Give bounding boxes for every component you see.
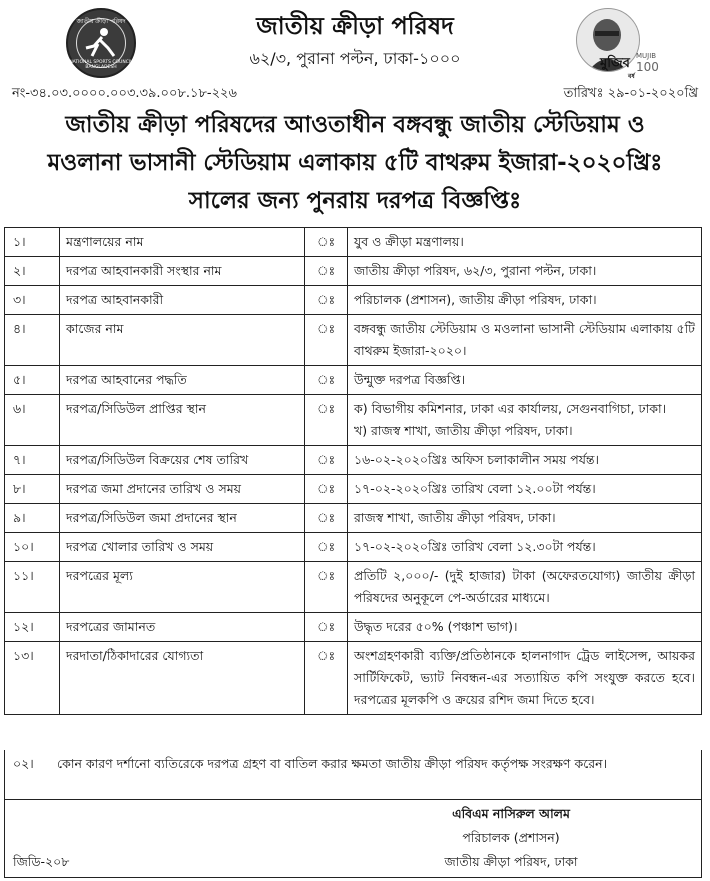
row-number: ৭। — [5, 446, 60, 475]
headline-line-2: মওলানা ভাসানী স্টেডিয়াম এলাকায় ৫টি বাথরুম ইজারা-২০২০খ্রিঃ — [47, 150, 663, 176]
note-text: কোন কারণ দর্শানো ব্যতিরেকে দরপত্র গ্রহণ বা বাতিল করার ক্ষমতা জাতীয় ক্রীড়া পরিষদ কর্তৃপক্ষ সংরক্ষণ করেন। — [57, 756, 608, 771]
row-number: ১। — [5, 228, 60, 257]
logo-text-bottom: NATIONAL SPORTS COUNCIL BANGLADESH — [69, 60, 133, 70]
notice-headline — [10, 106, 700, 220]
row-value-line-a: ক) বিভাগীয় কমিশনার, ঢাকা এর কার্যালয়, সেগুনবাগিচা, ঢাকা। — [354, 401, 667, 416]
table-row — [5, 475, 702, 504]
row-label: দরপত্র আহবানের পদ্ধতি — [60, 366, 305, 395]
mujib-100-logo — [570, 8, 666, 78]
signatory-designation: পরিচালক (প্রশাসন) — [462, 830, 560, 845]
row-number: ৪। — [5, 315, 60, 366]
row-colon: ঃ — [305, 257, 348, 286]
row-label: দরপত্র/সিডিউল প্রাপ্তির স্থান — [60, 395, 305, 446]
row-colon: ঃ — [305, 395, 348, 446]
row-label: দরপত্র/সিডিউল জমা প্রদানের স্থান — [60, 504, 305, 533]
row-colon: ঃ — [305, 475, 348, 504]
row-label: দরপত্র জমা প্রদানের তারিখ ও সময় — [60, 475, 305, 504]
row-colon: ঃ — [305, 315, 348, 366]
row-number: ৬। — [5, 395, 60, 446]
table-row — [5, 257, 702, 286]
headline-line-1: জাতীয় ক্রীড়া পরিষদের আওতাধীন বঙ্গবন্ধু জাতীয় স্টেডিয়াম ও — [65, 112, 645, 138]
row-value: রাজস্ব শাখা, জাতীয় ক্রীড়া পরিষদ, ঢাকা। — [348, 504, 702, 533]
row-value: যুব ও ক্রীড়া মন্ত্রণালয়। — [348, 228, 702, 257]
row-label: দরপত্রের মূল্য — [60, 562, 305, 613]
logo-text-top: জাতীয় ক্রীড়া পরিষদ — [76, 18, 126, 25]
row-value: উন্মুক্ত দরপত্র বিজ্ঞপ্তি। — [348, 366, 702, 395]
mujib-suffix: বর্ষ — [628, 73, 635, 80]
row-value: উদ্ধৃত দরের ৫০% (পঞ্চাশ ভাগ)। — [348, 613, 702, 642]
runner-icon — [82, 26, 120, 60]
row-label: দরদাতা/ঠিকাদারের যোগ্যতা — [60, 642, 305, 715]
row-number: ২। — [5, 257, 60, 286]
row-number: ১২। — [5, 613, 60, 642]
table-row — [5, 366, 702, 395]
row-number: ১৩। — [5, 642, 60, 715]
reference-line — [12, 84, 698, 106]
row-value-line-b: খ) রাজস্ব শাখা, জাতীয় ক্রীড়া পরিষদ, ঢাকা। — [354, 423, 573, 438]
row-label: দরপত্র আহবানকারী — [60, 286, 305, 315]
table-row — [5, 613, 702, 642]
row-number: ১০। — [5, 533, 60, 562]
signatory-organization: জাতীয় ক্রীড়া পরিষদ, ঢাকা — [444, 854, 578, 869]
row-colon: ঃ — [305, 504, 348, 533]
row-number: ৩। — [5, 286, 60, 315]
org-title: জাতীয় ক্রীড়া পরিষদ — [256, 12, 454, 40]
row-value: ১৬-০২-২০২০খ্রিঃ অফিস চলাকালীন সময় পর্যন্ত। — [348, 446, 702, 475]
row-label: দরপত্র আহবানকারী সংস্থার নাম — [60, 257, 305, 286]
headline-line-3: সালের জন্য পুনরায় দরপত্র বিজ্ঞপ্তিঃ — [188, 188, 522, 214]
row-label: দরপত্রের জামানত — [60, 613, 305, 642]
row-value: জাতীয় ক্রীড়া পরিষদ, ৬২/৩, পুরানা পল্টন, ঢাকা। — [348, 257, 702, 286]
row-number: ৮। — [5, 475, 60, 504]
row-colon: ঃ — [305, 446, 348, 475]
row-value: প্রতিটি ২,০০০/- (দুই হাজার) টাকা (অফেরতযোগ্য) জাতীয় ক্রীড়া পরিষদের অনুকূলে পে-অর্ডারের মাধ্যমে। — [348, 562, 702, 613]
row-number: ১১। — [5, 562, 60, 613]
reference-number: নং-৩৪.০৩.০০০০.০০৩.৩৯.০০৮.১৮-২২৬ — [12, 86, 237, 101]
row-value: অংশগ্রহণকারী ব্যক্তি/প্রতিষ্ঠানকে হালনাগাদ ট্রেড লাইসেন্স, আয়কর সার্টিফিকেট, ভ্যাট নিবন্ধন-এর সত্যায়িত কপি সংযুক্ত করতে হবে। দরপত্রের মূলকপি ও ক্রয়ের রশিদ জমা দিতে হবে। — [348, 642, 702, 715]
row-colon: ঃ — [305, 286, 348, 315]
reference-date: তারিখঃ ২৯-০১-২০২০খ্রি — [563, 86, 698, 101]
mujib-script: মুজিব — [600, 56, 630, 71]
table-row — [5, 395, 702, 446]
table-row — [5, 286, 702, 315]
row-value: বঙ্গবন্ধু জাতীয় স্টেডিয়াম ও মওলানা ভাসানী স্টেডিয়াম এলাকায় ৫টি বাথরুম ইজারা-২০২০। — [348, 315, 702, 366]
note-number: ০২। — [13, 756, 34, 771]
row-colon: ঃ — [305, 642, 348, 715]
row-number: ৯। — [5, 504, 60, 533]
signatory-name: এবিএম নাসিরুল আলম — [452, 806, 570, 821]
mujib-hundred: 100 — [636, 60, 659, 74]
table-row — [5, 228, 702, 257]
row-value: ১৭-০২-২০২০খ্রিঃ তারিখ বেলা ১২.০০টা পর্যন্ত। — [348, 475, 702, 504]
row-colon: ঃ — [305, 228, 348, 257]
row-number: ৫। — [5, 366, 60, 395]
table-row — [5, 446, 702, 475]
row-label: দরপত্র খোলার তারিখ ও সময় — [60, 533, 305, 562]
sports-council-logo — [66, 8, 136, 78]
tender-details-table — [4, 227, 702, 715]
row-colon: ঃ — [305, 562, 348, 613]
authority-note — [4, 750, 702, 800]
table-row — [5, 533, 702, 562]
mujib-latin: MUJIB — [636, 52, 657, 60]
table-row — [5, 315, 702, 366]
row-value: ১৭-০২-২০২০খ্রিঃ তারিখ বেলা ১২.৩০টা পর্যন্ত। — [348, 533, 702, 562]
signature-block — [4, 800, 702, 878]
row-label: কাজের নাম — [60, 315, 305, 366]
notice-header — [0, 0, 710, 82]
row-colon: ঃ — [305, 613, 348, 642]
gd-number: জিডি-২০৮ — [13, 854, 70, 869]
table-row — [5, 504, 702, 533]
org-address: ৬২/৩, পুরানা পল্টন, ঢাকা-১০০০ — [249, 49, 461, 68]
row-value: পরিচালক (প্রশাসন), জাতীয় ক্রীড়া পরিষদ, ঢাকা। — [348, 286, 702, 315]
row-colon: ঃ — [305, 533, 348, 562]
row-colon: ঃ — [305, 366, 348, 395]
row-label: দরপত্র/সিডিউল বিক্রয়ের শেষ তারিখ — [60, 446, 305, 475]
table-row — [5, 562, 702, 613]
row-label: মন্ত্রণালয়ের নাম — [60, 228, 305, 257]
table-row — [5, 642, 702, 715]
row-value — [348, 395, 702, 446]
